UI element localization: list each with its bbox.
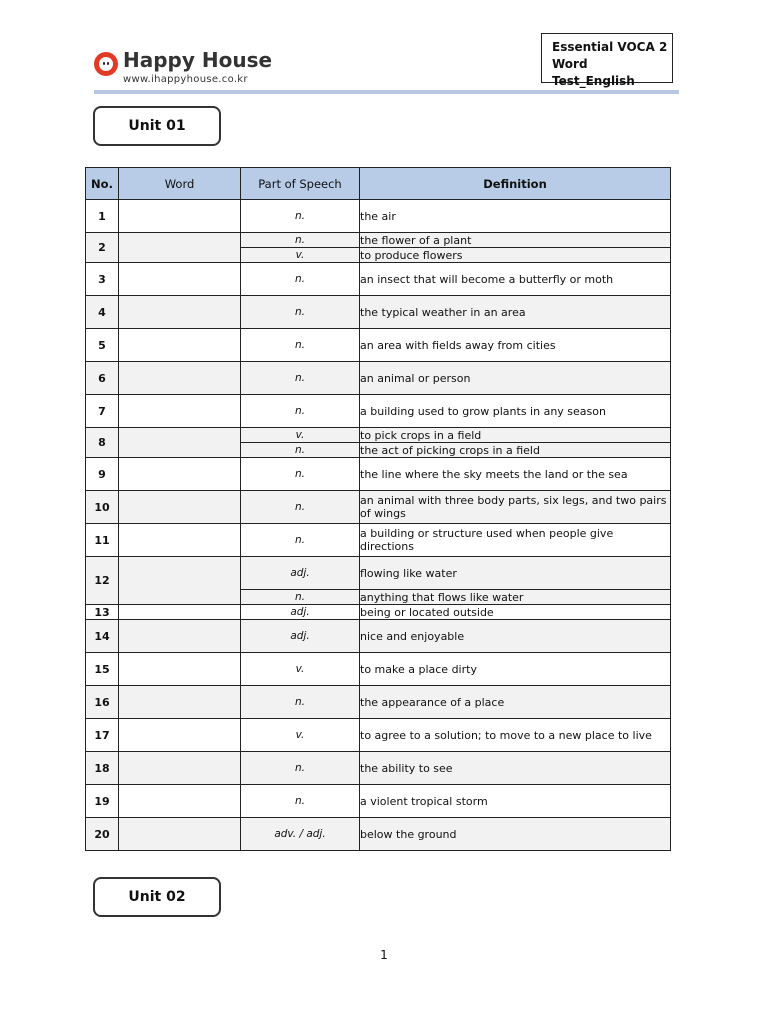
row-number: 12 — [86, 557, 119, 605]
word-answer-cell[interactable] — [119, 200, 241, 233]
table-row — [86, 818, 671, 851]
definition: the line where the sky meets the land or the sea — [360, 458, 671, 491]
row-number: 2 — [86, 233, 119, 263]
definition: the ability to see — [360, 752, 671, 785]
word-answer-cell[interactable] — [119, 605, 241, 620]
word-answer-cell[interactable] — [119, 524, 241, 557]
definition: below the ground — [360, 818, 671, 851]
table-row — [86, 524, 671, 557]
definition: an animal or person — [360, 362, 671, 395]
table-row — [86, 491, 671, 524]
logo-face-icon — [94, 52, 118, 76]
table-row — [86, 395, 671, 428]
row-number: 1 — [86, 200, 119, 233]
part-of-speech: v. — [241, 428, 360, 443]
definition: being or located outside — [360, 605, 671, 620]
word-answer-cell[interactable] — [119, 818, 241, 851]
word-answer-cell[interactable] — [119, 785, 241, 818]
row-number: 10 — [86, 491, 119, 524]
row-number: 6 — [86, 362, 119, 395]
header-rule — [94, 90, 679, 94]
part-of-speech: n. — [241, 200, 360, 233]
word-answer-cell[interactable] — [119, 362, 241, 395]
table-row — [86, 557, 671, 590]
header-word: Word — [119, 168, 241, 200]
brand-url: www.ihappyhouse.co.kr — [123, 74, 248, 85]
definition: a violent tropical storm — [360, 785, 671, 818]
table-row — [86, 719, 671, 752]
part-of-speech: adv. / adj. — [241, 818, 360, 851]
part-of-speech: n. — [241, 491, 360, 524]
row-number: 16 — [86, 686, 119, 719]
definition: nice and enjoyable — [360, 620, 671, 653]
part-of-speech: n. — [241, 296, 360, 329]
part-of-speech: n. — [241, 590, 360, 605]
table-row — [86, 458, 671, 491]
part-of-speech: n. — [241, 263, 360, 296]
definition: the act of picking crops in a field — [360, 443, 671, 458]
word-answer-cell[interactable] — [119, 557, 241, 605]
definition: to agree to a solution; to move to a new place to live — [360, 719, 671, 752]
table-body — [86, 200, 671, 851]
definition: the flower of a plant — [360, 233, 671, 248]
definition: the appearance of a place — [360, 686, 671, 719]
part-of-speech: n. — [241, 785, 360, 818]
part-of-speech: n. — [241, 686, 360, 719]
part-of-speech: n. — [241, 524, 360, 557]
part-of-speech: v. — [241, 248, 360, 263]
table-row — [86, 605, 671, 620]
definition: an area with fields away from cities — [360, 329, 671, 362]
header-no: No. — [86, 168, 119, 200]
word-answer-cell[interactable] — [119, 653, 241, 686]
table-row — [86, 263, 671, 296]
part-of-speech: adj. — [241, 605, 360, 620]
part-of-speech: adj. — [241, 557, 360, 590]
table-row — [86, 362, 671, 395]
test-title-line1: Essential VOCA 2 — [552, 40, 668, 54]
word-answer-cell[interactable] — [119, 233, 241, 263]
row-number: 7 — [86, 395, 119, 428]
table-row — [86, 653, 671, 686]
row-number: 20 — [86, 818, 119, 851]
table-row — [86, 329, 671, 362]
row-number: 5 — [86, 329, 119, 362]
test-title-box — [541, 33, 673, 88]
table-row — [86, 428, 671, 443]
unit-01-label: Unit 01 — [93, 106, 221, 146]
part-of-speech: n. — [241, 752, 360, 785]
word-answer-cell[interactable] — [119, 395, 241, 428]
part-of-speech: n. — [241, 362, 360, 395]
unit-02-label: Unit 02 — [93, 877, 221, 917]
table-row — [86, 233, 671, 248]
definition: an insect that will become a butterfly or moth — [360, 263, 671, 296]
word-answer-cell[interactable] — [119, 296, 241, 329]
definition: flowing like water — [360, 557, 671, 590]
row-number: 9 — [86, 458, 119, 491]
part-of-speech: v. — [241, 653, 360, 686]
brand-name: Happy House — [123, 48, 273, 72]
page-number: 1 — [380, 948, 388, 962]
table-row — [86, 296, 671, 329]
row-number: 19 — [86, 785, 119, 818]
word-answer-cell[interactable] — [119, 491, 241, 524]
header-definition: Definition — [360, 168, 671, 200]
table-row — [86, 785, 671, 818]
word-answer-cell[interactable] — [119, 263, 241, 296]
row-number: 4 — [86, 296, 119, 329]
word-answer-cell[interactable] — [119, 686, 241, 719]
definition: to make a place dirty — [360, 653, 671, 686]
word-answer-cell[interactable] — [119, 719, 241, 752]
part-of-speech: n. — [241, 233, 360, 248]
row-number: 13 — [86, 605, 119, 620]
row-number: 14 — [86, 620, 119, 653]
definition: the typical weather in an area — [360, 296, 671, 329]
test-title-line2: Word Test_English — [552, 57, 635, 88]
definition: an animal with three body parts, six legs, and two pairs of wings — [360, 491, 671, 524]
row-number: 18 — [86, 752, 119, 785]
part-of-speech: n. — [241, 329, 360, 362]
part-of-speech: n. — [241, 443, 360, 458]
definition: to produce flowers — [360, 248, 671, 263]
row-number: 8 — [86, 428, 119, 458]
part-of-speech: v. — [241, 719, 360, 752]
definition: to pick crops in a field — [360, 428, 671, 443]
word-answer-cell[interactable] — [119, 752, 241, 785]
word-answer-cell[interactable] — [119, 329, 241, 362]
definition: a building or structure used when people give directions — [360, 524, 671, 557]
row-number: 11 — [86, 524, 119, 557]
table-header-row — [86, 168, 671, 200]
word-answer-cell[interactable] — [119, 458, 241, 491]
definition: a building used to grow plants in any season — [360, 395, 671, 428]
word-answer-cell[interactable] — [119, 428, 241, 458]
definition: the air — [360, 200, 671, 233]
row-number: 15 — [86, 653, 119, 686]
header-part-of-speech: Part of Speech — [241, 168, 360, 200]
part-of-speech: n. — [241, 395, 360, 428]
part-of-speech: adj. — [241, 620, 360, 653]
table-row — [86, 686, 671, 719]
table-row — [86, 620, 671, 653]
part-of-speech: n. — [241, 458, 360, 491]
table-row — [86, 200, 671, 233]
table-row — [86, 752, 671, 785]
word-answer-cell[interactable] — [119, 620, 241, 653]
definition: anything that flows like water — [360, 590, 671, 605]
row-number: 17 — [86, 719, 119, 752]
vocab-table — [85, 167, 671, 851]
row-number: 3 — [86, 263, 119, 296]
